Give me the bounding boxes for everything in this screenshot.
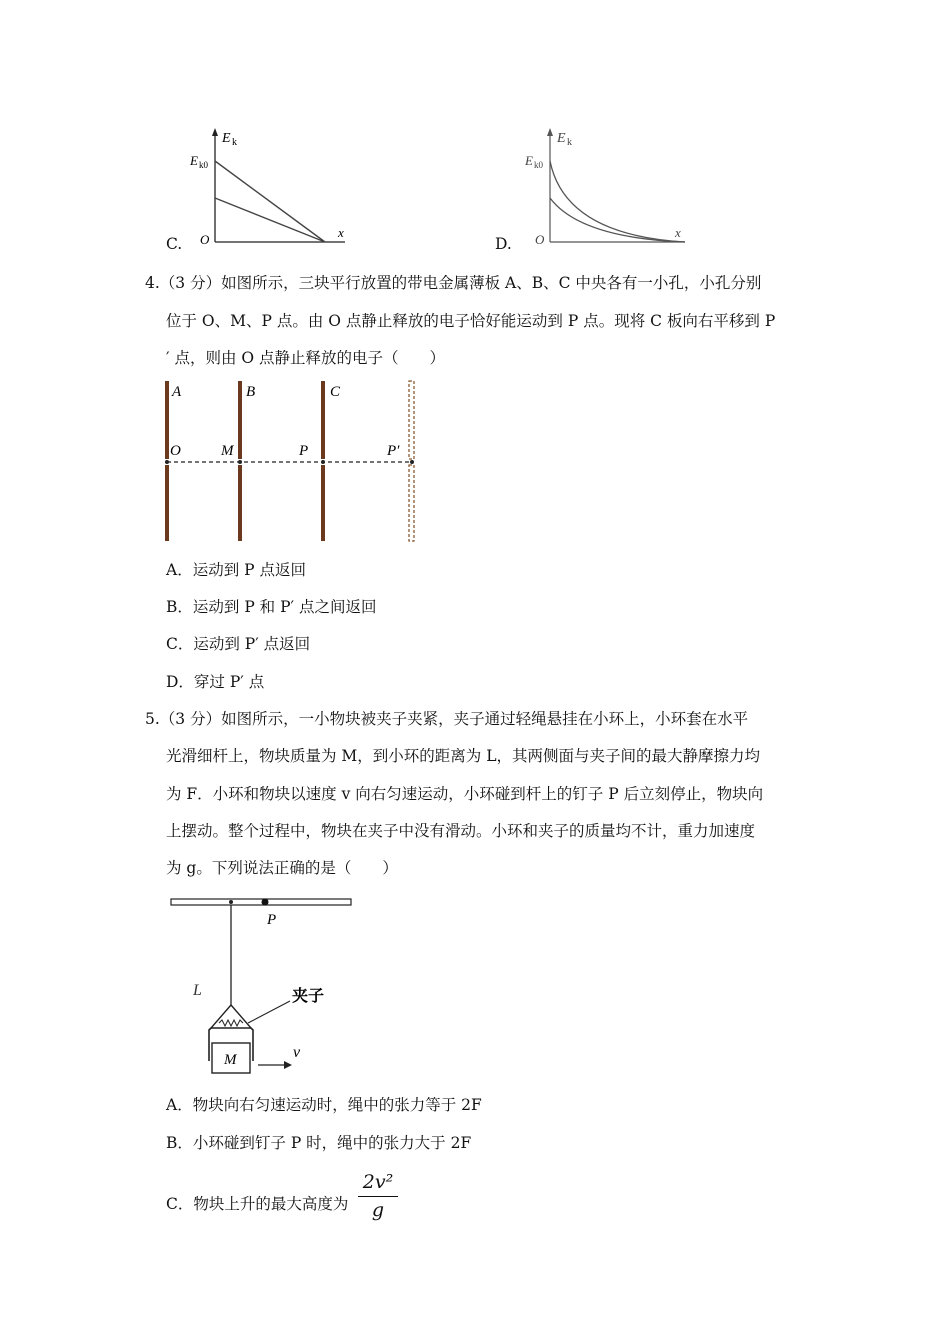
graph-c-line-1 [215, 161, 325, 242]
velocity-v-label: v [293, 1044, 301, 1061]
graph-c-axis-y: E [222, 131, 231, 146]
q5-stem-line-3: 为 F．小环和物块以速度 v 向右匀速运动，小环碰到杆上的钉子 P 后立刻停止，物块向 [166, 785, 764, 803]
q5-option-c-fraction [358, 1170, 398, 1222]
q5-option-b[interactable]: B．小环碰到钉子 P 时，绳中的张力大于 2F [166, 1134, 472, 1152]
clip-label: 夹子 [292, 988, 325, 1005]
graph-d-axis-y: E [557, 131, 566, 146]
graph-d-axis-y-sub: k [567, 137, 572, 148]
option-c-label: C. [166, 235, 183, 253]
graph-c-tick: E [190, 153, 198, 168]
graph-d-origin: O [535, 232, 545, 247]
point-o-label: O [170, 443, 181, 459]
graph-d-axis-x: x [675, 225, 681, 240]
graph-c-axis-y-sub: k [232, 137, 237, 148]
graph-d-curve-2 [550, 198, 685, 242]
q5-option-c[interactable] [166, 1194, 348, 1214]
point-m-label: M [221, 443, 234, 459]
q4-stem-line-1: 4.（3 分）如图所示，三块平行放置的带电金属薄板 A、B、C 中央各有一小孔，小孔分别 [145, 274, 762, 292]
nail-p-label: P [267, 912, 277, 928]
q4-option-a[interactable]: A．运动到 P 点返回 [166, 561, 306, 579]
graph-d-tick-sub: k0 [534, 160, 543, 170]
q5-stem-line-2: 光滑细杆上，物块质量为 M，到小环的距离为 L，其两侧面与夹子间的最大静摩擦力均 [166, 747, 761, 765]
q4-plates-figure [160, 378, 430, 548]
graph-c-tick-sub: k0 [199, 160, 208, 170]
graph-d-curve-1 [550, 161, 685, 242]
length-l-label: L [193, 982, 202, 999]
q5-stem-line-4: 上摆动。整个过程中，物块在夹子中没有滑动。小环和夹子的质量均不计，重力加速度 [166, 822, 756, 840]
mass-m-label: M [224, 1052, 237, 1068]
q4-option-c[interactable]: C．运动到 P′ 点返回 [166, 635, 311, 653]
graph-d-tick: E [525, 153, 533, 168]
fraction-denominator: g [371, 1199, 385, 1221]
graph-d [525, 120, 705, 250]
point-p-prime-label: P′ [387, 443, 400, 459]
graph-c-origin: O [200, 232, 210, 247]
q5-stem-line-5: 为 g。下列说法正确的是（ ） [166, 859, 398, 877]
q4-stem-line-3: ′ 点，则由 O 点静止释放的电子（ ） [166, 349, 446, 367]
q5-option-a[interactable]: A．物块向右匀速运动时，绳中的张力等于 2F [166, 1096, 482, 1114]
q4-option-b[interactable]: B．运动到 P 和 P′ 点之间返回 [166, 598, 377, 616]
graph-c-axis-x: x [338, 225, 344, 240]
plate-b-label: B [246, 384, 256, 400]
fraction-numerator: 2v² [362, 1171, 394, 1193]
q4-option-d[interactable]: D．穿过 P′ 点 [166, 673, 265, 691]
q5-pendulum-figure [168, 893, 358, 1083]
point-p-label: P [299, 443, 309, 459]
option-d-label: D. [495, 235, 512, 253]
plate-a-label: A [172, 384, 182, 400]
graph-c [180, 120, 360, 250]
graph-c-line-2 [215, 198, 325, 242]
q5-stem-line-1: 5.（3 分）如图所示，一小物块被夹子夹紧，夹子通过轻绳悬挂在小环上，小环套在水平 [145, 710, 749, 728]
q5-option-c-prefix: C．物块上升的最大高度为 [166, 1195, 349, 1213]
plate-c-label: C [330, 384, 341, 400]
q4-stem-line-2: 位于 O、M、P 点。由 O 点静止释放的电子恰好能运动到 P 点。现将 C 板向右平移到 P [166, 312, 776, 330]
